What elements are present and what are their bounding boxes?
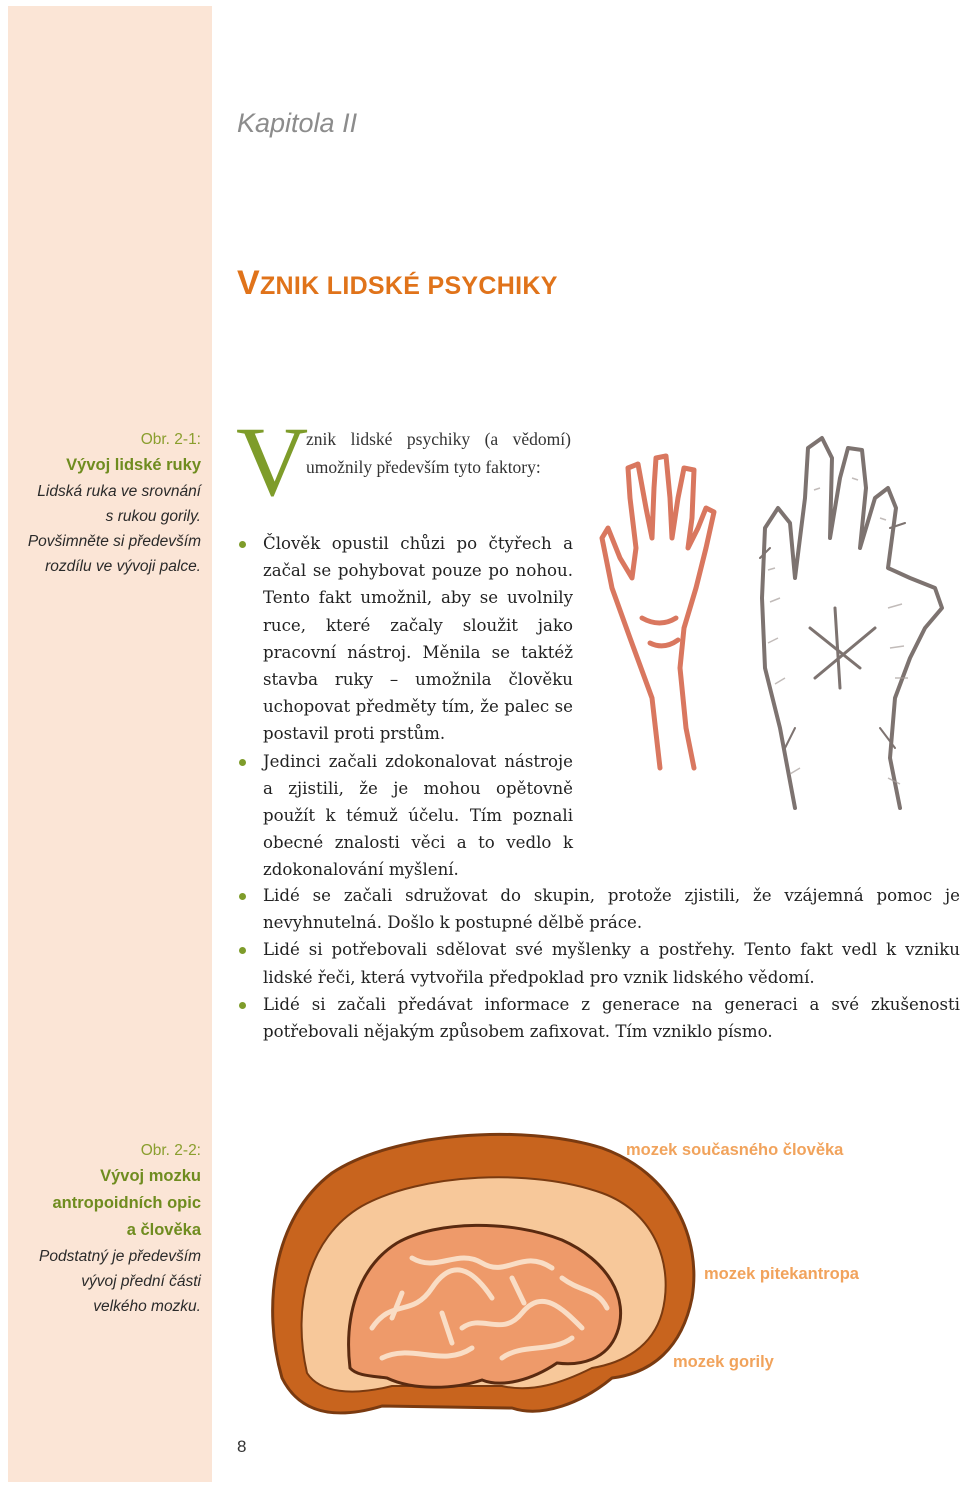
figure2-title-line: Vývoj mozku [100, 1167, 201, 1185]
factor-list-narrow [238, 530, 573, 884]
figure2-caption [1, 1138, 201, 1319]
intro-paragraph: znik lidské psychiky (a vědomí) umožnily především tyto faktory: [306, 429, 571, 477]
drop-cap: V [236, 406, 309, 517]
chapter-title [237, 264, 558, 303]
list-item: Lidé si začali předávat informace z generace na generaci a své zkušenosti potřebovali nějakým způsobem zafixovat. Tím vzniklo písmo. [238, 991, 960, 1045]
hands-illustration [590, 428, 955, 818]
figure2-description-line: velkého mozku. [93, 1298, 201, 1315]
figure2-number: Obr. 2-2: [140, 1142, 201, 1159]
figure2-description-line: vývoj přední části [81, 1273, 201, 1290]
brain-illustration [262, 1128, 702, 1433]
title-rest: ZNIK LIDSKÉ PSYCHIKY [259, 272, 558, 300]
page-number: 8 [237, 1437, 247, 1456]
list-item: Člověk opustil chůzi po čtyřech a začal se pohybovat pouze po nohou. Tento fakt umožnil, aby se uvolnily ruce, které začaly sloužit jako pracovní nástroj. Měnila se taktéž stavba ruky – umožnila člověku uchopovat předměty tím, že palec se postavil proti prstům. [238, 530, 573, 748]
list-item: Lidé si potřebovali sdělovat své myšlenky a postřehy. Tento fakt vedl k vzniku lidské řeči, která vytvořila předpoklad pro vznik lidského vědomí. [238, 936, 960, 990]
list-item: Lidé se začali sdružovat do skupin, protože zjistili, že vzájemná pomoc je nevyhnutelná. Došlo k postupné dělbě práce. [238, 882, 960, 936]
figure2-description-line: Podstatný je především [39, 1248, 201, 1265]
list-item: Jedinci začali zdokonalovat nástroje a zjistili, že je mohou opětovně použít k témuž účelu. Tím poznali obecné znalosti věci a to vedlo k zdokonalování myšlení. [238, 748, 573, 884]
gorilla-hand-drawing [760, 438, 942, 808]
label-gorilla-brain: mozek gorily [673, 1353, 774, 1371]
figure1-title: Vývoj lidské ruky [66, 456, 201, 474]
human-hand-drawing [602, 456, 714, 768]
gorilla-brain-outline [349, 1225, 621, 1387]
title-initial: V [237, 264, 260, 302]
figure1-number: Obr. 2-1: [140, 431, 201, 448]
figure1-description-line: Lidská ruka ve srovnání [37, 483, 201, 500]
figure1-caption [1, 427, 201, 579]
figure1-description-line: s rukou gorily. [105, 508, 201, 525]
figure1-description-line: rozdílu ve vývoji palce. [45, 558, 201, 575]
label-pithecanthropus-brain: mozek pitekantropa [704, 1265, 859, 1283]
factor-list-wide [238, 882, 960, 1045]
figure1-description-line: Povšimněte si především [27, 533, 201, 550]
chapter-label: Kapitola II [237, 108, 358, 138]
label-modern-brain: mozek současného člověka [626, 1141, 844, 1159]
figure2-title-line: antropoidních opic [52, 1194, 201, 1212]
figure2-title-line: a člověka [126, 1221, 201, 1239]
